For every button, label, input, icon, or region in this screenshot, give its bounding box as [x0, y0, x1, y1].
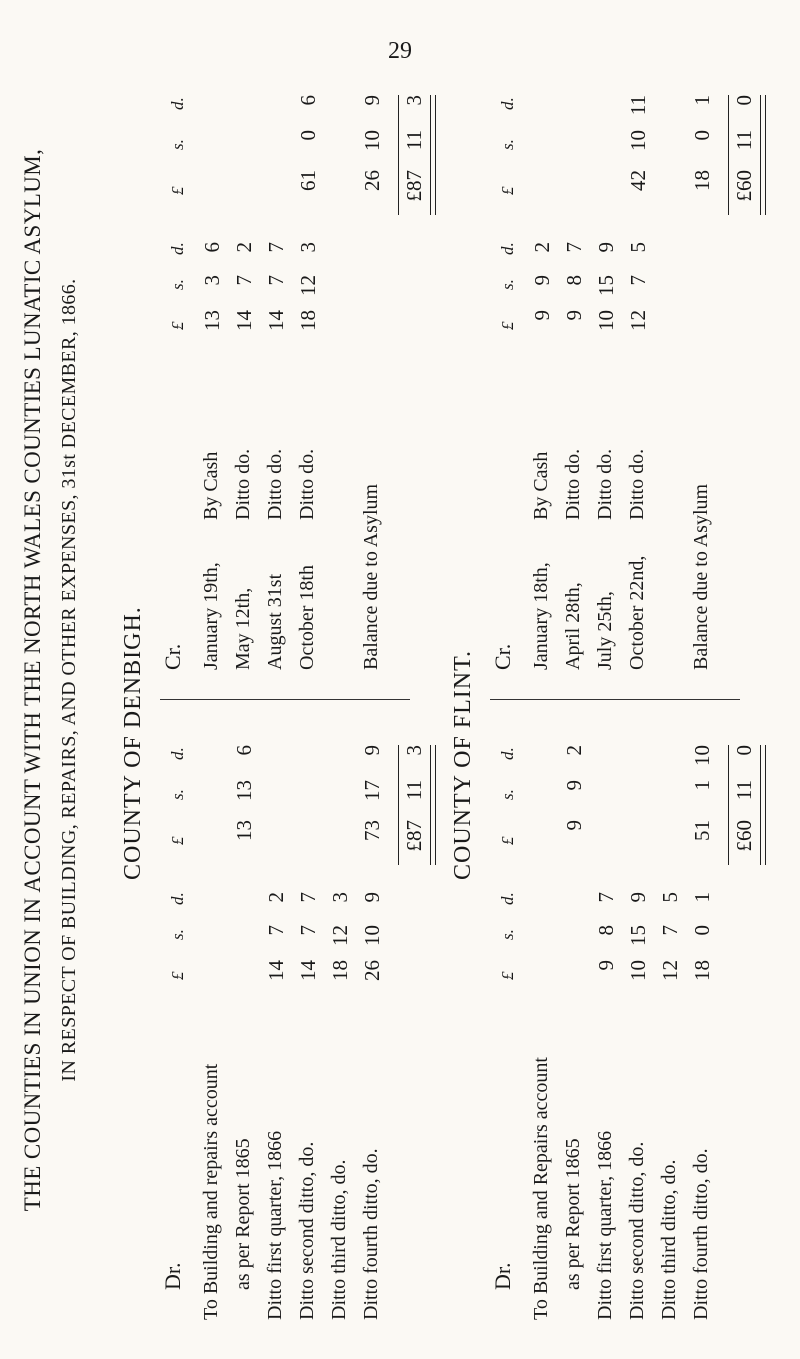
- cr-total-shillings: 11: [402, 130, 426, 151]
- cr-balance-shillings: 10: [360, 130, 384, 151]
- cr-date: January 18th,: [530, 562, 552, 670]
- debit-label: Dr.: [160, 1262, 185, 1290]
- dr-total-shillings: 11: [732, 780, 756, 801]
- cr-pounds-header: £: [498, 321, 517, 330]
- cr-ext-shillings-header: s.: [498, 139, 517, 150]
- dr-ext-pounds: 51: [690, 820, 714, 841]
- dr-pence: 3: [328, 892, 352, 903]
- cr-subtotal-shillings: 0: [296, 130, 320, 141]
- dr-pounds: 26: [360, 960, 384, 981]
- cr-balance-label: Balance due to Asylum: [690, 483, 712, 670]
- cr-total-double-rule: [430, 95, 436, 215]
- dr-ext-shillings: 13: [232, 780, 256, 801]
- page-number: 29: [388, 38, 412, 64]
- cr-total-pounds: £87: [402, 170, 426, 202]
- debit-label: Dr.: [490, 1262, 515, 1290]
- cr-ext-pence-header: d.: [498, 97, 517, 110]
- dr-row-label: as per Report 1865: [232, 1138, 254, 1290]
- cr-desc: By Cash: [530, 451, 552, 520]
- flint-account: [450, 40, 756, 1320]
- cr-desc: Ditto do.: [594, 448, 616, 520]
- dr-shillings: 15: [626, 925, 650, 946]
- dr-row-label: Ditto first quarter, 1866: [594, 1130, 616, 1320]
- dr-shillings: 7: [658, 925, 682, 936]
- dr-ext-pence: 10: [690, 745, 714, 766]
- cr-subtotal-pence: 11: [626, 95, 650, 116]
- cr-sum-rule: [398, 95, 399, 215]
- cr-pounds: 12: [626, 310, 650, 331]
- cr-shillings: 8: [562, 275, 586, 286]
- dr-shillings: 0: [690, 925, 714, 936]
- cr-shillings: 3: [200, 275, 224, 286]
- county-title: COUNTY OF DENBIGH.: [120, 606, 146, 880]
- dr-ext-shillings: 1: [690, 780, 714, 791]
- cr-desc: Ditto do.: [296, 448, 318, 520]
- dr-shillings: 7: [296, 925, 320, 936]
- dr-ext-pence-header: d.: [498, 747, 517, 760]
- cr-pence: 5: [626, 242, 650, 253]
- header-line-1: THE COUNTIES IN UNION IN ACCOUNT WITH THE NORTH WALES COUNTIES LUNATIC ASYLUM,: [20, 148, 45, 1212]
- cr-date: April 28th,: [562, 582, 584, 670]
- dr-row-label: Ditto second ditto, do.: [626, 1141, 648, 1320]
- dr-shillings-header: s.: [498, 929, 517, 940]
- cr-pence: 2: [232, 242, 256, 253]
- cr-desc: By Cash: [200, 451, 222, 520]
- cr-total-double-rule: [760, 95, 766, 215]
- dr-ext-pence: 6: [232, 745, 256, 756]
- dr-pence-header: d.: [498, 892, 517, 905]
- dr-pence: 1: [690, 892, 714, 903]
- dr-shillings-header: s.: [168, 929, 187, 940]
- dr-pounds-header: £: [498, 971, 517, 980]
- center-divider: [160, 699, 410, 700]
- cr-date: August 31st: [264, 573, 286, 670]
- dr-pounds: 18: [328, 960, 352, 981]
- header-line-2: IN RESPECT OF BUILDING, REPAIRS, AND OTHER EXPENSES, 31st DECEMBER, 1866.: [58, 278, 80, 1082]
- cr-balance-pounds: 26: [360, 170, 384, 191]
- cr-desc: Ditto do.: [626, 448, 648, 520]
- cr-pounds: 9: [530, 310, 554, 321]
- cr-pence: 7: [562, 242, 586, 253]
- dr-total-double-rule: [430, 745, 436, 865]
- dr-ext-shillings: 9: [562, 780, 586, 791]
- cr-pounds: 13: [200, 310, 224, 331]
- cr-pence: 7: [264, 242, 288, 253]
- cr-pounds: 18: [296, 310, 320, 331]
- cr-date: October 22nd,: [626, 555, 648, 670]
- dr-shillings: 10: [360, 925, 384, 946]
- cr-pounds: 14: [264, 310, 288, 331]
- cr-balance-pence: 1: [690, 95, 714, 106]
- cr-shillings: 7: [626, 275, 650, 286]
- cr-ext-pence-header: d.: [168, 97, 187, 110]
- dr-sum-rule: [398, 745, 399, 865]
- dr-ext-shillings: 17: [360, 780, 384, 801]
- cr-pence: 2: [530, 242, 554, 253]
- denbigh-account: [120, 40, 426, 1320]
- dr-shillings: 8: [594, 925, 618, 936]
- cr-sum-rule: [728, 95, 729, 215]
- dr-row-label: To Building and Repairs account: [530, 1057, 552, 1320]
- dr-ext-pounds-header: £: [498, 836, 517, 845]
- dr-pence: 7: [296, 892, 320, 903]
- dr-pounds: 10: [626, 960, 650, 981]
- cr-total-pence: 0: [732, 95, 756, 106]
- cr-total-pounds: £60: [732, 170, 756, 202]
- dr-shillings: 12: [328, 925, 352, 946]
- credit-label: Cr.: [490, 643, 515, 670]
- dr-pounds-header: £: [168, 971, 187, 980]
- dr-total-pounds: £60: [732, 820, 756, 852]
- dr-total-pence: 3: [402, 745, 426, 756]
- dr-pence-header: d.: [168, 892, 187, 905]
- dr-ext-pence: 2: [562, 745, 586, 756]
- cr-subtotal-shillings: 10: [626, 130, 650, 151]
- cr-date: May 12th,: [232, 587, 254, 670]
- cr-date: October 18th: [296, 565, 318, 670]
- cr-shillings: 7: [232, 275, 256, 286]
- cr-ext-shillings-header: s.: [168, 139, 187, 150]
- credit-label: Cr.: [160, 643, 185, 670]
- cr-shillings-header: s.: [498, 279, 517, 290]
- dr-row-label: Ditto third ditto, do.: [658, 1159, 680, 1320]
- dr-ext-pence-header: d.: [168, 747, 187, 760]
- cr-ext-pounds-header: £: [168, 186, 187, 195]
- cr-date: January 19th,: [200, 562, 222, 670]
- cr-shillings: 9: [530, 275, 554, 286]
- cr-subtotal-pounds: 61: [296, 170, 320, 191]
- dr-ext-pounds: 9: [562, 820, 586, 831]
- cr-pence: 6: [200, 242, 224, 253]
- cr-balance-label: Balance due to Asylum: [360, 483, 382, 670]
- dr-total-pence: 0: [732, 745, 756, 756]
- dr-row-label: as per Report 1865: [562, 1138, 584, 1290]
- dr-ext-pounds-header: £: [168, 836, 187, 845]
- dr-total-pounds: £87: [402, 820, 426, 852]
- dr-pence: 2: [264, 892, 288, 903]
- dr-pounds: 18: [690, 960, 714, 981]
- cr-shillings: 15: [594, 275, 618, 296]
- cr-pence: 9: [594, 242, 618, 253]
- cr-total-pence: 3: [402, 95, 426, 106]
- cr-pounds: 9: [562, 310, 586, 321]
- cr-balance-pence: 9: [360, 95, 384, 106]
- dr-ext-pounds: 73: [360, 820, 384, 841]
- dr-pence: 9: [360, 892, 384, 903]
- cr-pence-header: d.: [498, 242, 517, 255]
- dr-row-label: Ditto first quarter, 1866: [264, 1130, 286, 1320]
- cr-desc: Ditto do.: [562, 448, 584, 520]
- cr-shillings: 7: [264, 275, 288, 286]
- dr-ext-shillings-header: s.: [168, 789, 187, 800]
- cr-balance-pounds: 18: [690, 170, 714, 191]
- rotated-account-sheet: [20, 40, 780, 1320]
- dr-row-label: Ditto third ditto, do.: [328, 1159, 350, 1320]
- dr-ext-pounds: 13: [232, 820, 256, 841]
- cr-total-shillings: 11: [732, 130, 756, 151]
- cr-pounds: 14: [232, 310, 256, 331]
- dr-pounds: 9: [594, 960, 618, 971]
- dr-pounds: 14: [264, 960, 288, 981]
- dr-pounds: 14: [296, 960, 320, 981]
- dr-pence: 7: [594, 892, 618, 903]
- cr-ext-pounds-header: £: [498, 186, 517, 195]
- dr-ext-pence: 9: [360, 745, 384, 756]
- cr-shillings-header: s.: [168, 279, 187, 290]
- cr-pence-header: d.: [168, 242, 187, 255]
- dr-pence: 5: [658, 892, 682, 903]
- center-divider: [490, 699, 740, 700]
- dr-pounds: 12: [658, 960, 682, 981]
- cr-subtotal-pence: 6: [296, 95, 320, 106]
- cr-shillings: 12: [296, 275, 320, 296]
- dr-row-label: To Building and repairs account: [200, 1063, 222, 1320]
- cr-pence: 3: [296, 242, 320, 253]
- dr-total-double-rule: [760, 745, 766, 865]
- dr-shillings: 7: [264, 925, 288, 936]
- dr-pence: 9: [626, 892, 650, 903]
- county-title: COUNTY OF FLINT.: [450, 650, 476, 880]
- dr-total-shillings: 11: [402, 780, 426, 801]
- cr-desc: Ditto do.: [232, 448, 254, 520]
- cr-date: July 25th,: [594, 591, 616, 670]
- cr-pounds-header: £: [168, 321, 187, 330]
- dr-sum-rule: [728, 745, 729, 865]
- dr-row-label: Ditto second ditto, do.: [296, 1141, 318, 1320]
- dr-row-label: Ditto fourth ditto, do.: [360, 1148, 382, 1320]
- dr-ext-shillings-header: s.: [498, 789, 517, 800]
- cr-subtotal-pounds: 42: [626, 170, 650, 191]
- dr-row-label: Ditto fourth ditto, do.: [690, 1148, 712, 1320]
- cr-pounds: 10: [594, 310, 618, 331]
- cr-balance-shillings: 0: [690, 130, 714, 141]
- cr-desc: Ditto do.: [264, 448, 286, 520]
